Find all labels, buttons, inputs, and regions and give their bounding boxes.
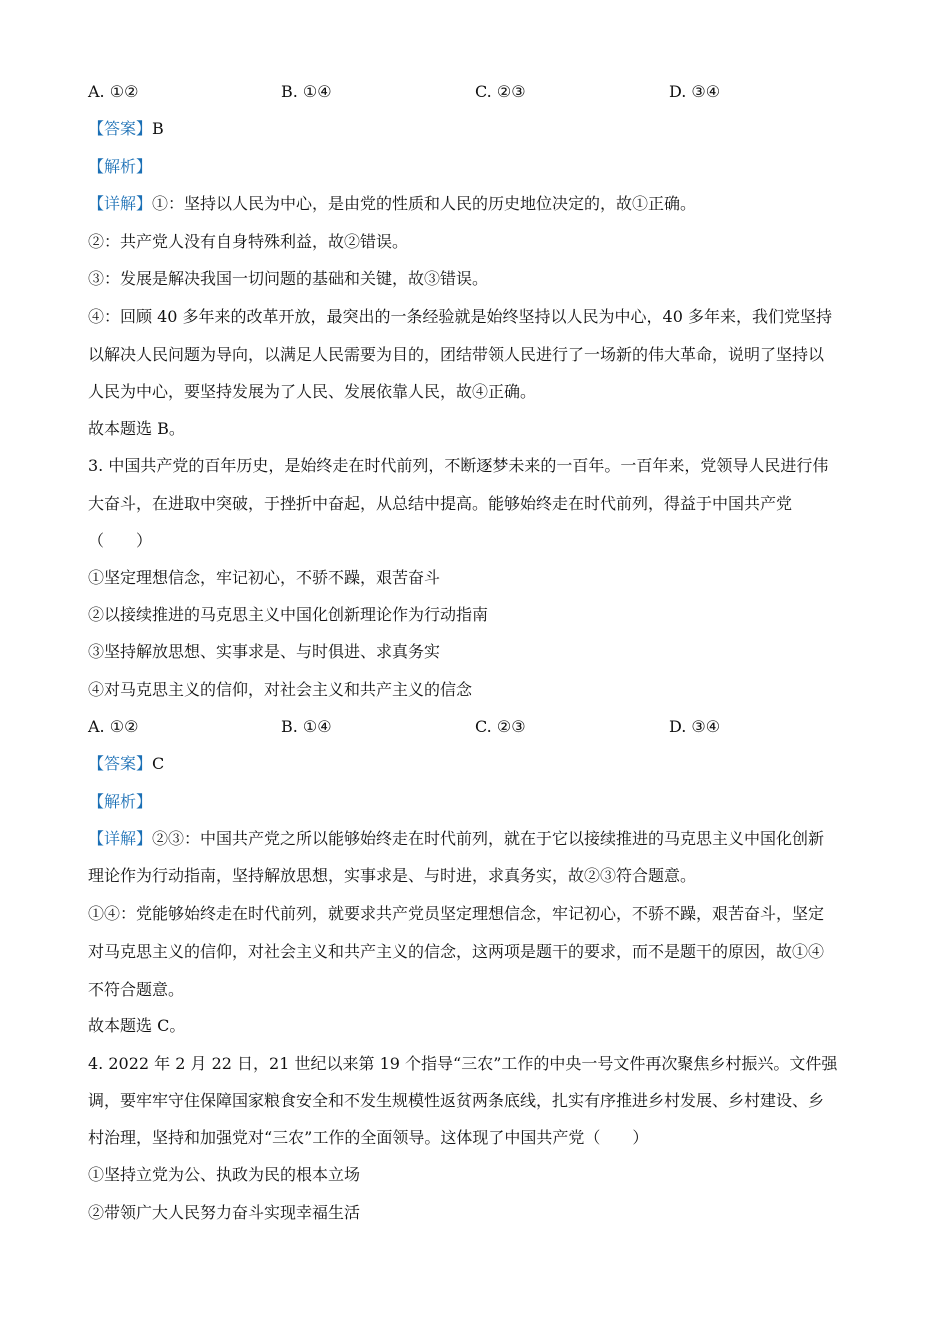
- q3-detail-line: 理论作为行动指南，坚持解放思想，实事求是、与时进，求真务实，故②③符合题意。: [88, 866, 697, 885]
- q2-detail-line: 人民为中心，要坚持发展为了人民、发展依靠人民，故④正确。: [88, 382, 537, 401]
- q2-detail-line: ④：回顾 40 多年来的改革开放，最突出的一条经验就是始终坚持以人民为中心，40 多年来，我们党坚持: [88, 307, 832, 326]
- q2-option-d: D. ③④: [669, 82, 721, 101]
- q3-stem-blank: （ ）: [88, 531, 153, 550]
- q2-option-a: A. ①②: [88, 82, 139, 101]
- q3-stem-line: 大奋斗，在进取中突破，于挫折中奋起，从总结中提高。能够始终走在时代前列，得益于中国共产党: [88, 494, 793, 513]
- q3-detail-tag: 【详解】: [88, 829, 153, 848]
- q4-stem-line: 4. 2022 年 2 月 22 日，21 世纪以来第 19 个指导“三农”工作的中央一号文件再次聚焦乡村振兴。文件强: [88, 1054, 838, 1073]
- q3-detail-line: 不符合题意。: [88, 980, 185, 999]
- q2-option-b: B. ①④: [281, 82, 332, 101]
- q3-option-b: B. ①④: [281, 717, 332, 736]
- q2-answer-value: B: [152, 119, 164, 138]
- q3-stem-line: 3. 中国共产党的百年历史，是始终走在时代前列，不断逐梦未来的一百年。一百年来，党领导人民进行伟: [88, 456, 829, 475]
- q2-analysis-tag: 【解析】: [88, 157, 153, 176]
- q3-statement-3: ③坚持解放思想、实事求是、与时俱进、求真务实: [88, 642, 441, 661]
- q3-option-c: C. ②③: [475, 717, 526, 736]
- q2-detail-line: [88, 194, 696, 214]
- q3-answer: [88, 754, 164, 774]
- q2-detail-line: ③：发展是解决我国一切问题的基础和关键，故③错误。: [88, 269, 489, 288]
- q2-detail-text: ①：坚持以人民为中心，是由党的性质和人民的历史地位决定的，故①正确。: [152, 194, 697, 213]
- q3-detail-text: ②③：中国共产党之所以能够始终走在时代前列，就在于它以接续推进的马克思主义中国化创新: [152, 829, 825, 848]
- q4-stem-line: 调，要牢牢守住保障国家粮食安全和不发生规模性返贫两条底线，扎实有序推进乡村发展、乡村建设、乡: [88, 1091, 825, 1110]
- q3-conclusion: 故本题选 C。: [88, 1016, 186, 1035]
- q3-detail-line: 对马克思主义的信仰，对社会主义和共产主义的信念，这两项是题干的要求，而不是题干的原因，故①④: [88, 942, 825, 961]
- q4-stem-line: 村治理，坚持和加强党对“三农”工作的全面领导。这体现了中国共产党（ ）: [88, 1128, 649, 1147]
- q3-option-a: A. ①②: [88, 717, 139, 736]
- q3-analysis-tag: 【解析】: [88, 792, 153, 811]
- q2-detail-line: 以解决人民问题为导向，以满足人民需要为目的，团结带领人民进行了一场新的伟大革命，说明了坚持以: [88, 345, 825, 364]
- q3-statement-4: ④对马克思主义的信仰，对社会主义和共产主义的信念: [88, 680, 473, 699]
- q2-detail-tag: 【详解】: [88, 194, 153, 213]
- q2-option-c: C. ②③: [475, 82, 526, 101]
- q2-answer-tag: 【答案】: [88, 119, 153, 138]
- q3-option-d: D. ③④: [669, 717, 721, 736]
- q4-statement-1: ①坚持立党为公、执政为民的根本立场: [88, 1165, 361, 1184]
- q3-options: [88, 717, 888, 737]
- q3-answer-value: C: [152, 754, 165, 773]
- q3-detail-line: ①④：党能够始终走在时代前列，就要求共产党员坚定理想信念，牢记初心，不骄不躁，艰苦奋斗，坚定: [88, 904, 825, 923]
- q3-statement-2: ②以接续推进的马克思主义中国化创新理论作为行动指南: [88, 605, 489, 624]
- q2-conclusion: 故本题选 B。: [88, 419, 185, 438]
- q2-options: [88, 82, 888, 102]
- q4-statement-2: ②带领广大人民努力奋斗实现幸福生活: [88, 1203, 361, 1222]
- q2-answer: [88, 119, 164, 139]
- q2-detail-line: ②：共产党人没有自身特殊利益，故②错误。: [88, 232, 409, 251]
- q3-answer-tag: 【答案】: [88, 754, 153, 773]
- q3-statement-1: ①坚定理想信念，牢记初心，不骄不躁，艰苦奋斗: [88, 568, 441, 587]
- q3-detail-line: [88, 829, 824, 849]
